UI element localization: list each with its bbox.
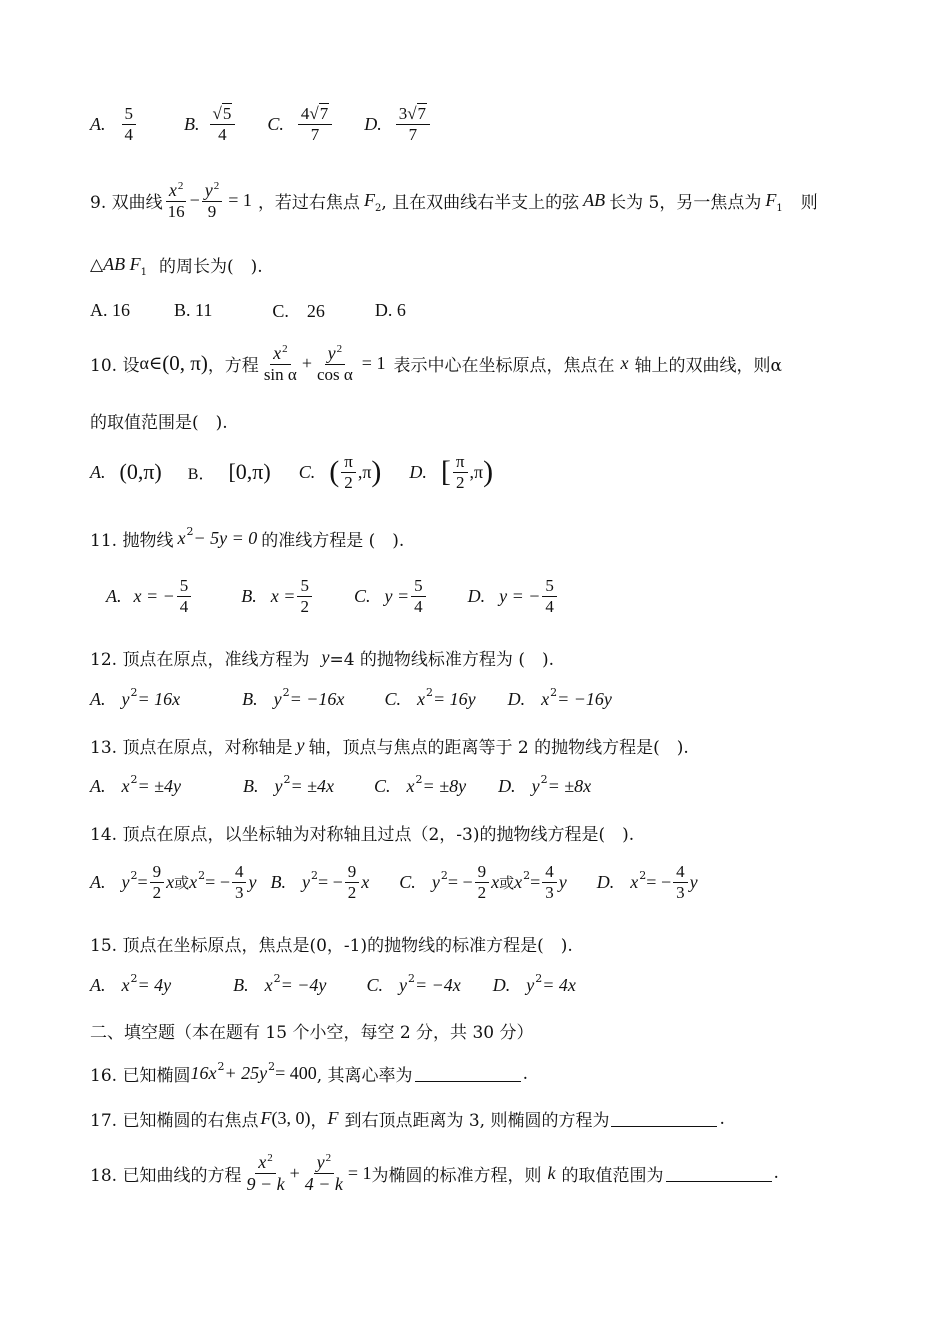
question-14-options: A. y 2 = $\frac{9}{2}$ x 或 x 2 = − $\frac{4}{3}$ y B. y 2 = − $\frac{9}{2}$ x C. y 2 = − $\frac{9}{2}$ x 或 x 2 = $\frac{4}{3}$ y D. x 2 = − $\frac{4}{3}$ y: [90, 862, 698, 902]
question-10-options: A. (0,π) B． [0,π) C. ( π 2 ,π ) D. [ π 2 ,π ): [90, 452, 494, 492]
frac-y2-4k: $\frac{y^2}{4 - k}$: [304, 1152, 343, 1194]
question-17: 17. 已知椭圆的右焦点 F (3, 0) ， F 到右顶点距离为 3, 则椭圆的方程为 .: [90, 1108, 725, 1131]
question-9-stem: 9. 双曲线: [90, 193, 163, 214]
frac-x2-9k: $x^2$ 9 − k: [246, 1152, 285, 1194]
question-14: 14. 顶点在原点，以坐标轴为对称轴且过点（2，-3)的抛物线方程是( ).: [90, 825, 635, 845]
option-b-label: B.: [184, 113, 200, 134]
question-13-options: A. x 2 = ±4y B. y 2 = ±4x C. x 2 = ±8y D. y 2 = ±8x: [90, 773, 592, 796]
q8-options: [90, 104, 432, 144]
question-9-options: [90, 297, 406, 323]
question-11-options: A. x = − $\frac{5}{4}$ B. x = $\frac{5}{2}$ C. y = $\frac{5}{4}$ D. y = − $\frac{5}{4}$: [106, 576, 559, 616]
option-a-fraction: 5 4: [122, 104, 137, 144]
option-b-fraction: √5 4: [210, 104, 236, 144]
question-15: 15. 顶点在坐标原点，焦点是(0，-1)的抛物线的标准方程是( ).: [90, 936, 573, 956]
frac-y2-9: $\frac{y^2}{9}$: [202, 180, 223, 221]
question-15-options: A. x 2 = 4y B. x 2 = −4y C. y 2 = −4x D. y 2 = 4x: [90, 972, 576, 995]
answer-blank-17[interactable]: [611, 1110, 717, 1127]
option-d-fraction: 3√7 7: [396, 104, 430, 144]
question-10-line2: 的取值范围是( ).: [90, 413, 228, 433]
question-18: 18. 已知曲线的方程 $x^2$ 9 − k + $\frac{y^2}{4 - k}$ = 1 为椭圆的标准方程，则 k 的取值范围为 .: [90, 1152, 779, 1194]
question-12-options: A. y 2 = 16x B. y 2 = −16x C. x 2 = 16y D. x 2 = −16y: [90, 686, 612, 709]
q9-option-d: D. 6: [374, 299, 406, 320]
q9-option-b: B. 11: [174, 299, 213, 320]
answer-blank-16[interactable]: [415, 1065, 521, 1082]
question-12: 12. 顶点在原点，准线方程为 y =4 的抛物线标准方程为 ( ).: [90, 647, 554, 670]
question-16: 16. 已知椭圆 16x 2 + 25y 2 = 400 , 其离心率为 .: [90, 1060, 528, 1086]
answer-blank-18[interactable]: [666, 1165, 772, 1182]
question-11: 11. 抛物线 x 2 − 5y = 0 的准线方程是 ( ).: [90, 525, 405, 551]
option-a-label: A.: [90, 113, 106, 134]
question-9-line2: △ AB F 1 的周长为( ).: [90, 254, 263, 278]
q9-option-a: A. 16: [90, 299, 130, 320]
question-13: 13. 顶点在原点，对称轴是 y 轴，顶点与焦点的距离等于 2 的抛物线方程是( ).: [90, 735, 689, 758]
option-c-label: C.: [267, 113, 284, 134]
question-10: 10. 设 α ∈ (0, π) ，方程 $x^2$ sin α + $\frac{y^2}{\text{cos α}}$ = 1 表示中心在坐标原点，焦点在 x 轴上的双曲线，则α: [90, 343, 782, 384]
option-c-fraction: 4√7 7: [298, 104, 332, 144]
section-2-heading: 二、填空题（本在题有 15 个小空，每空 2 分，共 30 分）: [90, 1023, 534, 1043]
option-d-label: D.: [364, 113, 382, 134]
frac-y2-cos: $\frac{y^2}{\text{cos α}}$: [316, 343, 353, 384]
question-9: 9. 双曲线 $x^2$ 16 − $\frac{y^2}{9}$ = 1 ，若过右焦点 F 2 , 且在双曲线右半支上的弦 AB 长为 5，另一焦点为 F 1 则: [90, 180, 818, 221]
q9-option-c: C. 26: [272, 301, 325, 321]
frac-x2-16: $x^2$ 16: [167, 180, 185, 221]
frac-x2-sin: $x^2$ sin α: [263, 343, 297, 384]
